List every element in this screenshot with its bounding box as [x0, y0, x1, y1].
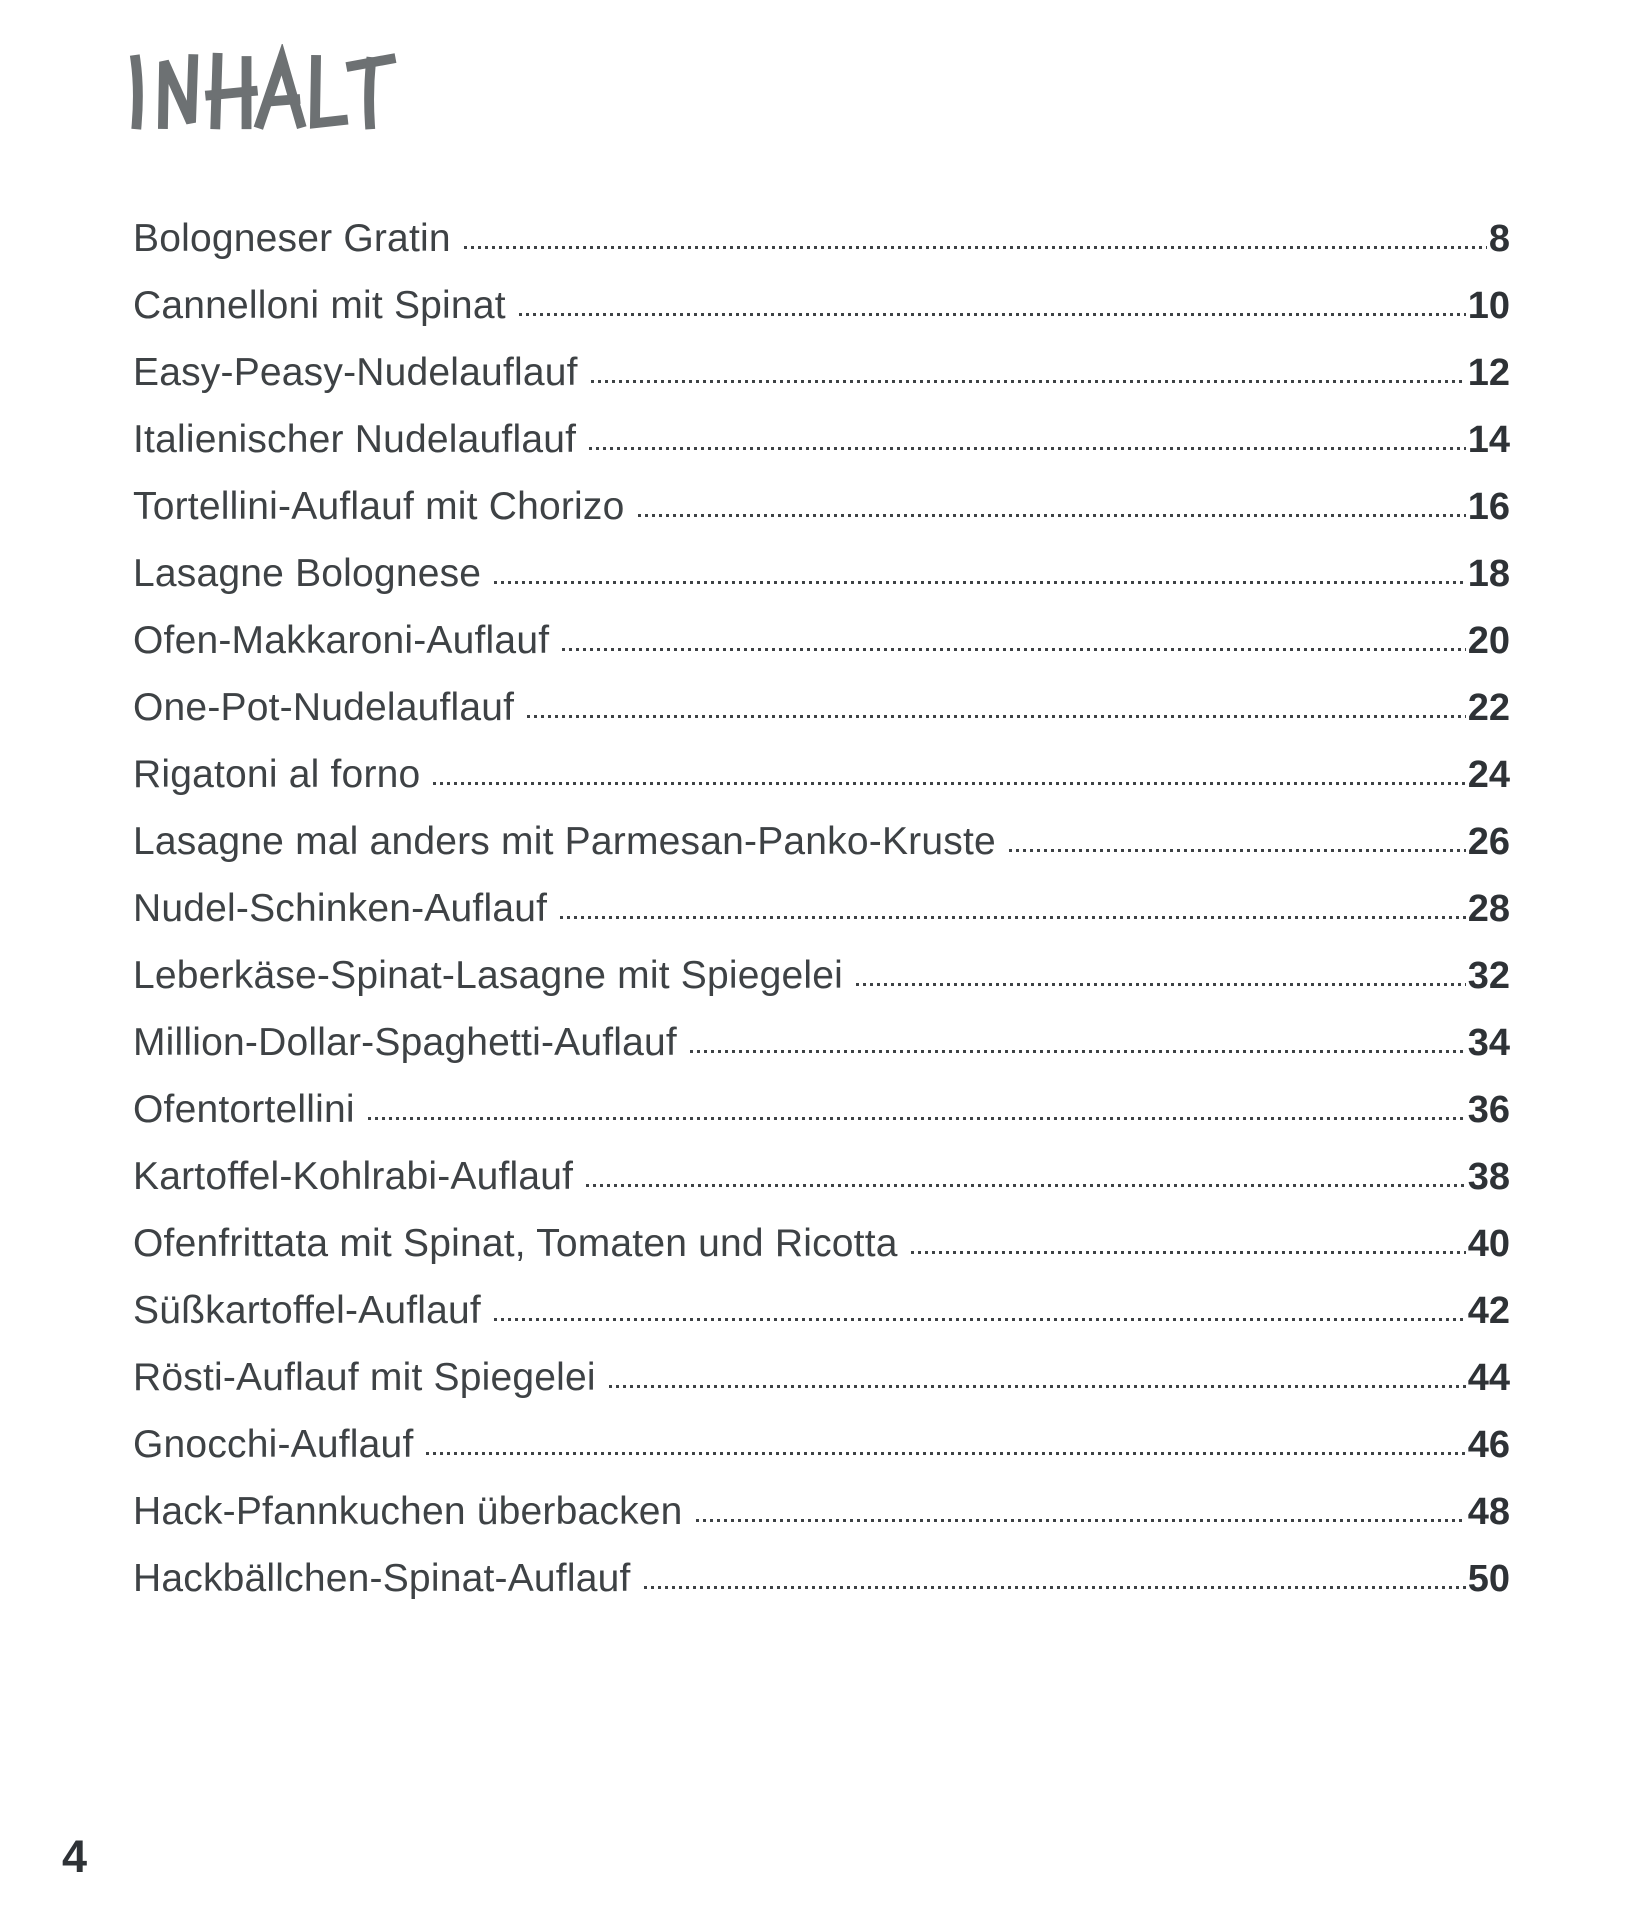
toc-entry-label: Hackbällchen-Spinat-Auflauf: [133, 1557, 631, 1600]
toc-entry-page: 42: [1467, 1290, 1510, 1332]
folio-page-number: 4: [62, 1831, 88, 1882]
toc-row: [133, 1263, 1510, 1330]
toc-entry-page: 28: [1467, 888, 1510, 930]
toc-entry-page: 32: [1467, 955, 1510, 997]
dotted-leader: [464, 246, 1487, 249]
dotted-leader: [433, 782, 1465, 785]
toc-row: [133, 995, 1510, 1062]
toc-entry-label: Tortellini-Auflauf mit Chorizo: [133, 485, 625, 528]
toc-row: [133, 191, 1510, 258]
toc-entry-page: 10: [1467, 285, 1510, 327]
toc-entry-page: 46: [1467, 1424, 1510, 1466]
toc-entry-label: Lasagne Bolognese: [133, 552, 482, 595]
toc-row: [133, 1531, 1510, 1598]
toc-row: [133, 794, 1510, 861]
page-title: [120, 44, 400, 134]
toc-entry-page: 44: [1467, 1357, 1510, 1399]
dotted-leader: [856, 983, 1466, 986]
toc-entry-page: 38: [1467, 1156, 1510, 1198]
toc-entry-page: 48: [1467, 1491, 1510, 1533]
toc-row: [133, 1129, 1510, 1196]
toc-entry-label: Rigatoni al forno: [133, 753, 421, 796]
toc-row: [133, 861, 1510, 928]
toc-entry-page: 8: [1488, 218, 1510, 260]
toc-row: [133, 593, 1510, 660]
toc-row: [133, 1397, 1510, 1464]
toc-entry-page: 12: [1467, 352, 1510, 394]
dotted-leader: [560, 916, 1466, 919]
toc-entry-page: 24: [1467, 754, 1510, 796]
toc-list: [133, 191, 1510, 1598]
dotted-leader: [494, 581, 1466, 584]
dotted-leader: [690, 1050, 1466, 1053]
toc-row: [133, 1330, 1510, 1397]
toc-row: [133, 1062, 1510, 1129]
dotted-leader: [519, 313, 1466, 316]
dotted-leader: [1009, 849, 1466, 852]
dotted-leader: [368, 1117, 1466, 1120]
toc-entry-page: 22: [1467, 687, 1510, 729]
toc-entry-label: Lasagne mal anders mit Parmesan-Panko-Kruste: [133, 820, 996, 863]
dotted-leader: [644, 1586, 1466, 1589]
toc-entry-label: Ofen-Makkaroni-Auflauf: [133, 619, 550, 662]
toc-entry-page: 50: [1467, 1558, 1510, 1600]
toc-entry-label: Italienischer Nudelauflauf: [133, 418, 577, 461]
toc-entry-label: Nudel-Schinken-Auflauf: [133, 887, 548, 930]
toc-entry-page: 26: [1467, 821, 1510, 863]
toc-entry-label: Easy-Peasy-Nudelauflauf: [133, 351, 578, 394]
dotted-leader: [638, 514, 1466, 517]
toc-entry-page: 34: [1467, 1022, 1510, 1064]
toc-row: [133, 526, 1510, 593]
dotted-leader: [696, 1519, 1466, 1522]
dotted-leader: [426, 1452, 1465, 1455]
toc-entry-page: 36: [1467, 1089, 1510, 1131]
toc-entry-label: Süßkartoffel-Auflauf: [133, 1289, 481, 1332]
toc-row: [133, 258, 1510, 325]
toc-entry-label: Hack-Pfannkuchen überbacken: [133, 1490, 683, 1533]
dotted-leader: [562, 648, 1465, 651]
toc-row: [133, 1464, 1510, 1531]
toc-entry-label: One-Pot-Nudelauflauf: [133, 686, 515, 729]
toc-row: [133, 325, 1510, 392]
dotted-leader: [911, 1251, 1466, 1254]
dotted-leader: [494, 1318, 1466, 1321]
toc-entry-label: Cannelloni mit Spinat: [133, 284, 506, 327]
toc-entry-page: 20: [1467, 620, 1510, 662]
toc-row: [133, 660, 1510, 727]
toc-row: [133, 928, 1510, 995]
toc-entry-label: Gnocchi-Auflauf: [133, 1423, 414, 1466]
dotted-leader: [589, 447, 1466, 450]
toc-entry-label: Ofentortellini: [133, 1088, 355, 1131]
toc-entry-page: 18: [1467, 553, 1510, 595]
dotted-leader: [527, 715, 1465, 718]
toc-entry-label: Ofenfrittata mit Spinat, Tomaten und Ricotta: [133, 1222, 898, 1265]
toc-entry-page: 14: [1467, 419, 1510, 461]
brush-title-graphic: [120, 44, 400, 134]
toc-entry-label: Million-Dollar-Spaghetti-Auflauf: [133, 1021, 677, 1064]
dotted-leader: [591, 380, 1466, 383]
dotted-leader: [609, 1385, 1466, 1388]
toc-entry-label: Kartoffel-Kohlrabi-Auflauf: [133, 1155, 574, 1198]
toc-row: [133, 1196, 1510, 1263]
toc-row: [133, 459, 1510, 526]
toc-entry-page: 40: [1467, 1223, 1510, 1265]
toc-row: [133, 727, 1510, 794]
toc-entry-label: Rösti-Auflauf mit Spiegelei: [133, 1356, 596, 1399]
dotted-leader: [586, 1184, 1466, 1187]
toc-entry-label: Bologneser Gratin: [133, 217, 451, 260]
toc-entry-label: Leberkäse-Spinat-Lasagne mit Spiegelei: [133, 954, 844, 997]
toc-row: [133, 392, 1510, 459]
toc-entry-page: 16: [1467, 486, 1510, 528]
